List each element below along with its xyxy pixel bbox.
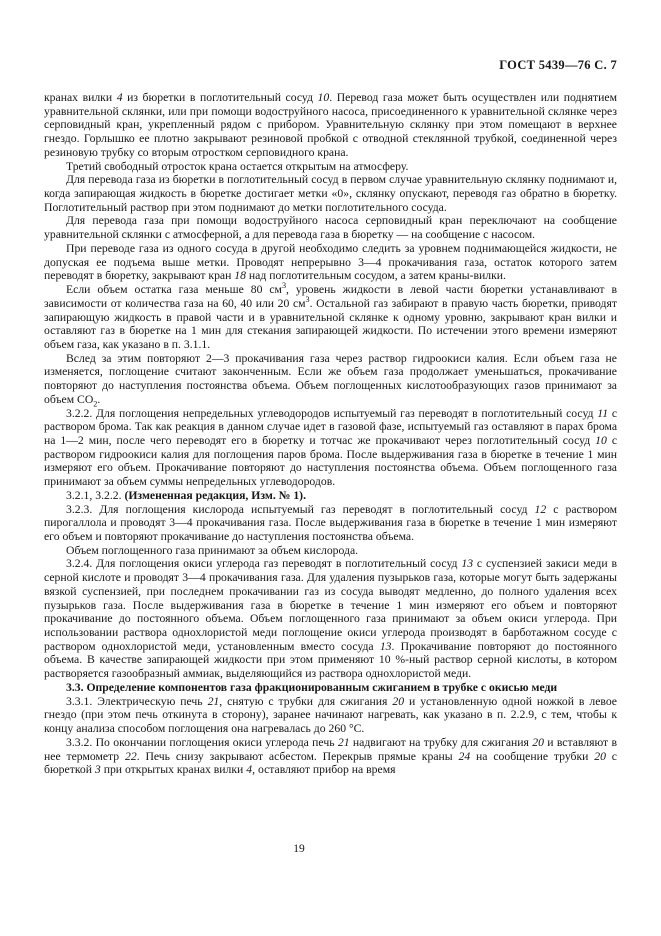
text-run: При переводе газа из одного сосуда в другой необходимо следить за уровнем поднимающейся жидкости, не допуская ее подъема выше метки. Проводят непрерывно 3—4 прокачивания газа, остаток которого затем переводят в бюретку, закрывают кран [44,241,617,283]
paragraph [44,736,617,777]
text-run: Для перевода газа из бюретки в поглотительный сосуд в первом случае уравнительную склянку поднимают и, когда запирающая жидкость в бюретке достигает метки «0», склянку опускают, переводя газ обратно в бюретку. Поглотительный раствор при этом поднимают до метки поглотительного сосуда. [44,173,617,214]
text-run: 3.3.1. Электрическую печь [66,694,208,708]
text-run: с суспензией закиси меди в серной кислоте и проводят 3—4 прокачивания газа. Для удаления пузырьков газа, которые могут быть задержаны вязкой суспензией, при последнем прокачивании газ из сосуда выводят медленно, до полного удаления всех пузырьков газа. После выдерживания газа в бюретке в течение 1 мин измеряют его объем и повторяют прокачивание до постоянного объема. Объем поглощенного газа принимают за объем окиси углерода. При использовании раствора однохлористой меди поглощение окиси углерода производят в барботажном сосуде с раствором однохлористой меди, установленным вместо сосуда [44,557,618,653]
text-run: 21 [337,735,350,749]
paragraph [44,681,617,695]
text-run: 21 [207,694,220,708]
text-run: 10 [317,91,330,104]
paragraph [44,214,617,241]
text-run: 10 [595,433,607,447]
paragraph [44,242,617,283]
text-run: 3.2.1, 3.2.2. [66,488,125,502]
text-run: с раствором брома. Так как реакция в данном случае идет в газовой фазе, испытуемый газ оставляют в парах брома на 1—2 мин, после чего переводят его в бюретку и тотчас же прокачивают через поглотительный сосуд [44,406,618,447]
paragraph [44,173,617,214]
text-run: 3.3.2. По окончании поглощения окиси углерода печь [66,735,338,749]
text-run: 12 [534,502,547,516]
paragraph [44,91,617,160]
paragraph [44,503,617,544]
text-run: 3.2.2. Для поглощения непредельных углеводородов испытуемый газ переводят в поглотительный сосуд [66,406,598,420]
text-run: Если объем остатка газа меньше 80 см [66,283,282,297]
text-run: . [97,392,101,406]
text-run: 3.2.3. Для поглощения кислорода испытуемый газ переводят в поглотительный сосуд [66,502,535,516]
text-run: над поглотительным сосудом, а затем краны-вилки. [245,269,506,283]
text-run: . Печь снизу закрывают асбестом. Перекрыв прямые краны [136,749,459,763]
text-run: 4 [116,91,123,104]
document-header: ГОСТ 5439—76 С. 7 [499,58,617,72]
text-run: 3.2.4. Для поглощения окиси углерода газ переводят в поглотительный сосуд [66,557,462,571]
text-run: Для перевода газа при помощи водоструйного насоса серповидный кран переключают на сообщение уравнительной склянки с атмосферной, а для перевода газа в бюретку — на сообщение с насосом. [44,214,617,242]
text-run: надвигают на трубку для сжигания [349,735,533,749]
text-run: 4 [246,763,253,777]
text-run: кранах вилки [44,91,117,104]
text-run: 20 [532,735,544,749]
text-run: 3 [305,294,310,304]
text-run: с бюреткой [44,749,617,777]
text-run: 3.3. Определение компонентов газа фракционированным сжиганием в трубке с окисью меди [66,680,558,694]
paragraph [44,160,617,174]
text-run: Вслед за этим повторяют 2—3 прокачивания газа через раствор гидроокиси калия. Если объем газа не изменяется, поглощение считают законченным. Если же объем газа продолжает уменьшаться, прокачивание повторяют до наступления постоянства объема. Объем поглощенных кислотообразующих газов принимают за объем СО [44,351,617,406]
text-run: 3 [94,763,101,777]
text-run: с раствором гидроокиси калия для поглощения паров брома. После выдерживания газа в бюретке в течение 1 мин измеряют его объем. Прокачивание повторяют до наступления постоянства объема. Объем поглощенного газа принимают за объем суммы непредельных углеводородов. [44,433,618,489]
text-run: (Измененная редакция, Изм. № 1). [124,488,306,502]
text-run: , снятую с трубки для сжигания [219,694,393,708]
text-run: 13 [379,639,392,653]
text-run: , уровень жидкости в левой части бюретки устанавливают в зависимости от количества газа на 60, 40 или 20 см [44,283,617,310]
text-run: и вставляют в нее термометр [44,735,618,763]
text-run: . Прокачивание повторяют до постоянного объема. В качестве запирающей жидкости при этом применяют 10 %-ный раствор серной кислоты, в котором растворяется газообразный аммиак, выделяющийся из раствора однохлористой меди. [44,639,618,681]
text-run: . Остальной газ забирают в правую часть бюретки, приводят запирающую жидкость в правой части и в уравнительной склянке к одному уровню, закрывают кран вилки и оставляют газ в бюретке на 1 мин для стекания запирающей жидкости. По истечении этого времени измеряют объем газа, как указано в п. 3.1.1. [44,296,617,351]
document-body [44,91,617,777]
paragraph [44,489,617,503]
paragraph [44,695,617,736]
text-run: и установленную одной ножкой в левое гнездо (при этом печь откинута в сторону), заранее начинают нагревать, как указано в п. 2.2.9, с тем, чтобы к концу анализа способом поглощения она нагревалась до 260 °С. [44,694,617,736]
paragraph [44,544,617,558]
paragraph [44,352,617,407]
paragraph [44,283,617,352]
text-run: 18 [234,269,246,283]
text-run: 22 [125,749,137,763]
text-run: . Перевод газа может быть осуществлен или поднятием уравнительной склянки, или при помощи водоструйного насоса, присоединенного к уравнительной склянке через серповидный кран, укрепленный рядом с прибором. Уравнительную склянку при этом помещают в верхнее гнездо. Горлышко ее плотно закрывают резиновой пробкой с отводной стеклянной трубкой, соединенной через резиновую трубку со вторым отростком серповидного крана. [44,91,617,159]
text-run: 20 [594,749,606,763]
text-run: из бюретки в поглотительный сосуд [122,91,318,104]
text-run: 20 [392,694,405,708]
text-run: на сообщение трубки [470,749,595,763]
text-run: при открытых кранах вилки [100,763,247,777]
text-run: с раствором пирогаллола и проводят 3—4 прокачивания газа. После выдерживания газа в бюретке в течение 1 мин измеряют его объем и повторяют прокачивание до наступления постоянства объема. [44,502,617,543]
text-run: 11 [597,406,609,420]
text-run: 2 [93,399,98,409]
text-run: 3 [281,281,287,291]
text-run: Третий свободный отросток крана остается открытым на атмосферу. [66,159,409,173]
paragraph [44,557,617,680]
text-run: , оставляют прибор на время [252,763,396,777]
page-number: 19 [293,843,305,855]
text-run: 24 [458,749,471,763]
text-run: Объем поглощенного газа принимают за объем кислорода. [66,543,359,557]
text-run: 13 [461,557,474,571]
paragraph [44,407,617,489]
